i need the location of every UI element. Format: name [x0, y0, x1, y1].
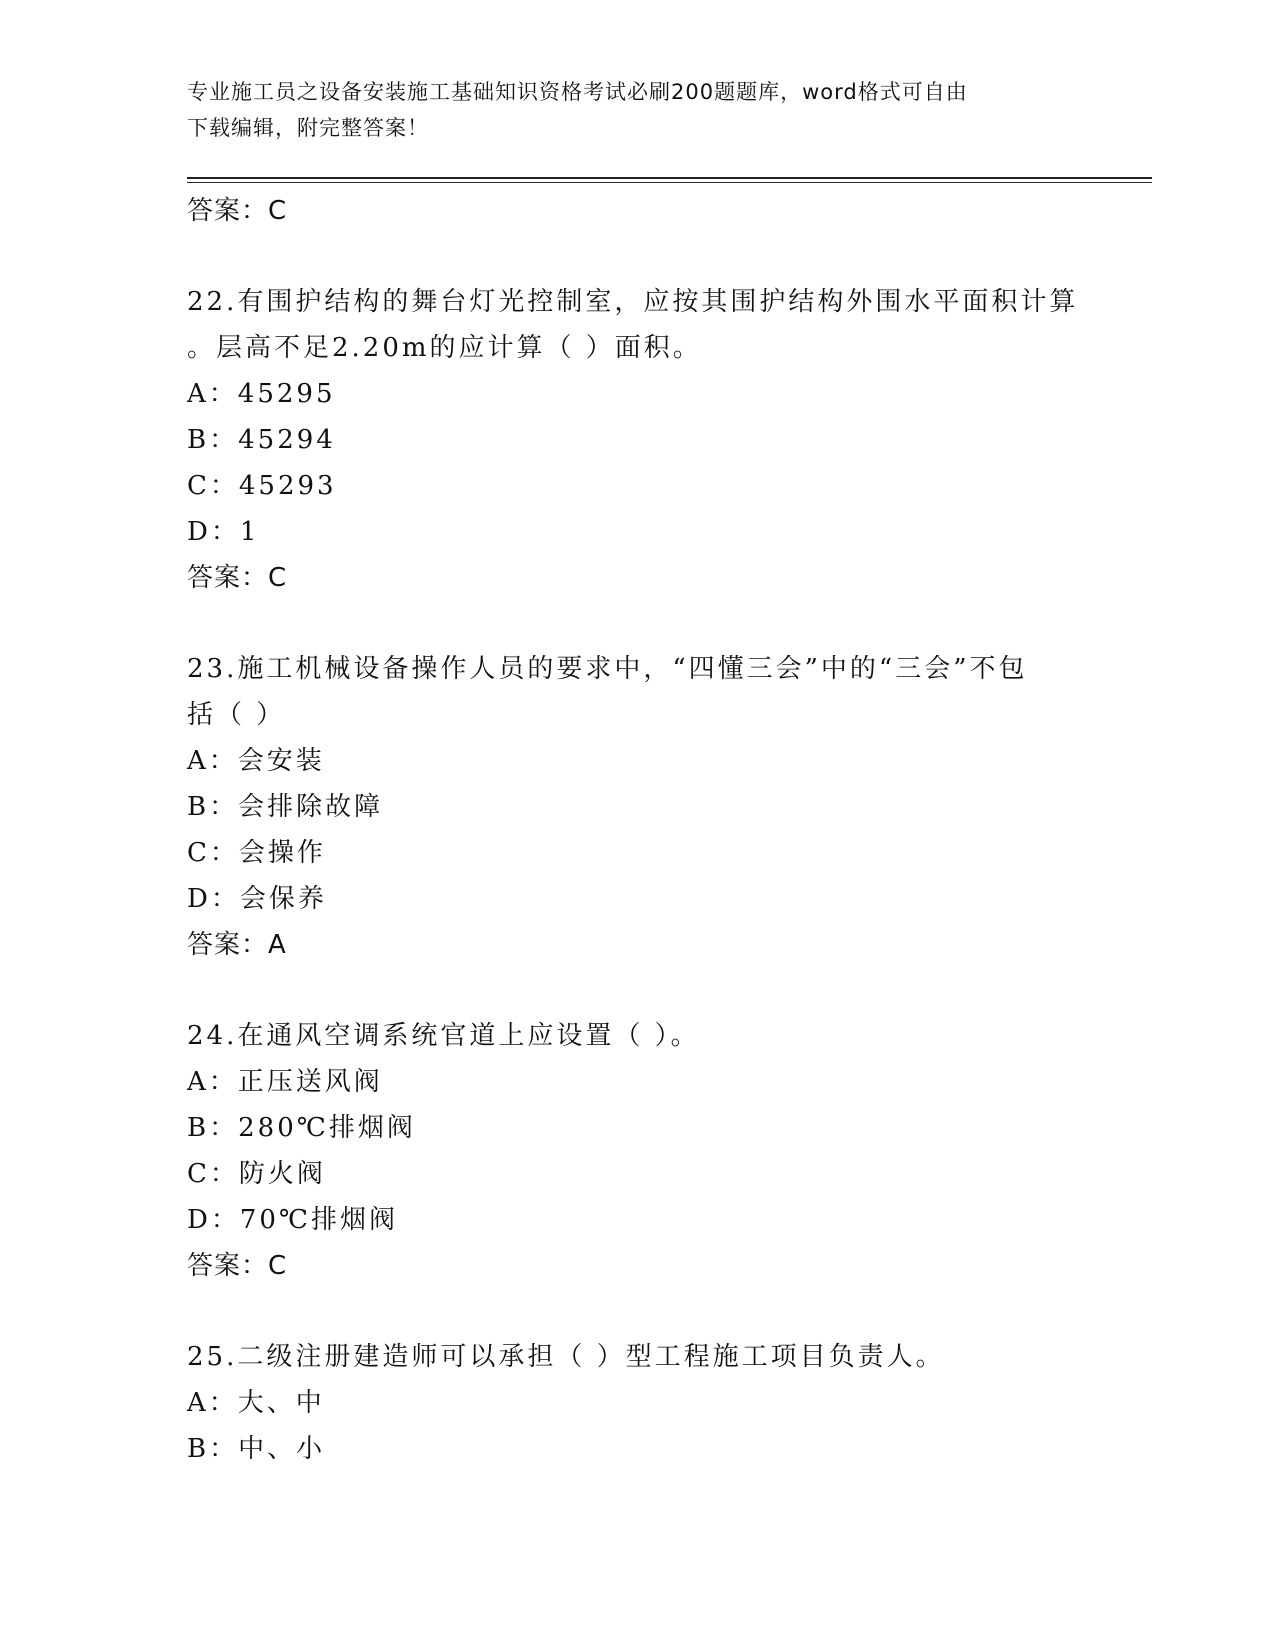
- option-c: C：45293: [187, 471, 337, 501]
- question-text-line: 。层高不足2.20m的应计算（ ）面积。: [187, 333, 702, 363]
- option-a: A：大、中: [187, 1388, 325, 1418]
- question-25: [187, 1334, 1087, 1472]
- question-text-line: 25.二级注册建造师可以承担（ ）型工程施工项目负责人。: [187, 1342, 945, 1372]
- question-list: [187, 188, 1087, 1472]
- header-rule-thick: [187, 177, 1152, 179]
- option-a: A：45295: [187, 379, 336, 409]
- previous-answer: 答案：C: [187, 196, 288, 226]
- question-text-line: 22.有围护结构的舞台灯光控制室，应按其围护结构外围水平面积计算: [187, 287, 1079, 317]
- option-d: D：1: [187, 517, 260, 547]
- question-22: [187, 279, 1087, 601]
- option-b: B：45294: [187, 425, 336, 455]
- answer: 答案：A: [187, 930, 287, 960]
- option-b: B：会排除故障: [187, 792, 384, 822]
- question-23: [187, 646, 1087, 968]
- header-title-line-1: 专业施工员之设备安装施工基础知识资格考试必刷200题题库，word格式可自由: [187, 80, 968, 104]
- document-header: [187, 74, 1067, 146]
- answer: 答案：C: [187, 1251, 288, 1281]
- header-title-line-2: 下载编辑，附完整答案！: [187, 116, 429, 140]
- question-text-line: 23.施工机械设备操作人员的要求中，“四懂三会”中的“三会”不包: [187, 654, 1028, 684]
- option-a: A：正压送风阀: [187, 1067, 383, 1097]
- question-text-line: 括（ ）: [187, 700, 286, 730]
- option-b: B：中、小: [187, 1434, 326, 1464]
- answer: 答案：C: [187, 563, 288, 593]
- option-d: D：70℃排烟阀: [187, 1205, 399, 1235]
- option-b: B：280℃排烟阀: [187, 1113, 416, 1143]
- question-24: [187, 1013, 1087, 1289]
- question-text-line: 24.在通风空调系统官道上应设置（ ）。: [187, 1021, 700, 1051]
- option-a: A：会安装: [187, 746, 325, 776]
- header-rule-thin: [187, 182, 1152, 183]
- option-c: C：会操作: [187, 838, 326, 868]
- option-d: D：会保养: [187, 884, 327, 914]
- option-c: C：防火阀: [187, 1159, 326, 1189]
